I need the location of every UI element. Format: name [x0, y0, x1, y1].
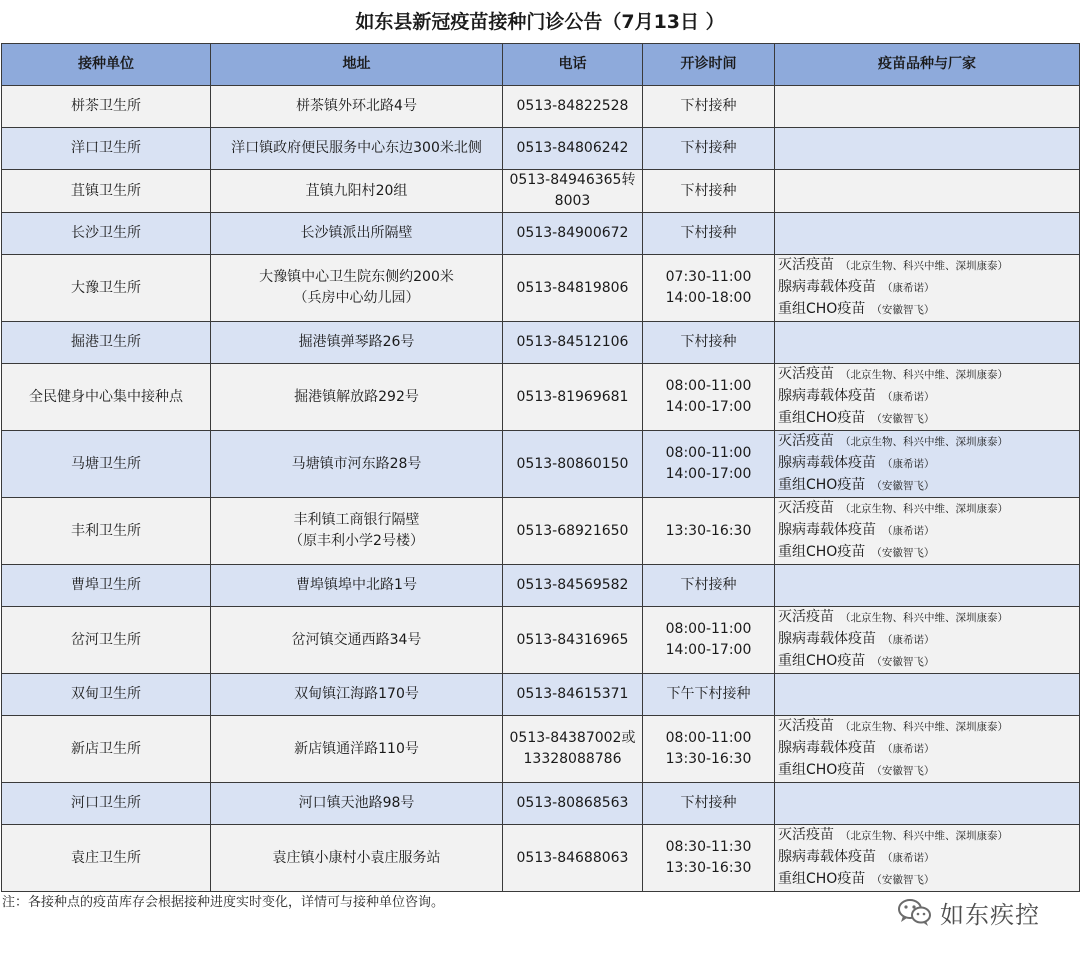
- hours-line: 下村接种: [680, 140, 737, 156]
- address-line: （原丰利小学2号楼）: [289, 533, 424, 549]
- table-row: [2, 170, 1080, 213]
- vaccine-maker: （安徽智飞）: [871, 656, 935, 668]
- vaccine-item: [778, 453, 1076, 475]
- cell-address: [211, 565, 503, 607]
- hours-line: 14:00-17:00: [665, 466, 752, 482]
- cell-unit: 马塘卫生所: [2, 431, 211, 498]
- cell-vaccines: [775, 213, 1080, 255]
- table-row: [2, 322, 1080, 364]
- vaccine-item: [778, 255, 1076, 277]
- vaccine-name: 腺病毒载体疫苗: [778, 455, 876, 471]
- cell-phone: [503, 674, 643, 716]
- cell-vaccines: [775, 431, 1080, 498]
- hours-line: 下午下村接种: [666, 686, 751, 702]
- header-phone: 电话: [503, 44, 643, 86]
- address-line: 苴镇九阳村20组: [305, 182, 408, 199]
- hours-line: 08:30-11:30: [665, 839, 752, 855]
- vaccine-maker: （安徽智飞）: [871, 874, 935, 886]
- cell-unit: 苴镇卫生所: [2, 170, 211, 213]
- hours-line: 14:00-17:00: [665, 642, 752, 658]
- vaccine-item: [778, 825, 1076, 847]
- vaccine-maker: （康希诺）: [882, 391, 935, 403]
- cell-hours: [643, 674, 775, 716]
- cell-address: [211, 86, 503, 128]
- vaccine-name: 腺病毒载体疫苗: [778, 279, 876, 295]
- cell-hours: [643, 322, 775, 364]
- vaccine-item: [778, 542, 1076, 564]
- cell-address: [211, 322, 503, 364]
- header-hours: 开诊时间: [643, 44, 775, 86]
- cell-hours: [643, 431, 775, 498]
- cell-address: [211, 213, 503, 255]
- cell-address: [211, 498, 503, 565]
- cell-address: [211, 431, 503, 498]
- vaccine-item: [778, 299, 1076, 321]
- cell-vaccines: [775, 716, 1080, 783]
- cell-address: [211, 364, 503, 431]
- vaccine-maker: （安徽智飞）: [871, 413, 935, 425]
- vaccine-maker: （康希诺）: [882, 634, 935, 646]
- address-line: 岔河镇交通西路34号: [291, 631, 422, 648]
- hours-line: 13:30-16:30: [665, 860, 752, 876]
- vaccine-item: [778, 716, 1076, 738]
- hours-line: 下村接种: [680, 577, 737, 593]
- phone-line: 0513-84900672: [516, 225, 629, 241]
- table-row: [2, 128, 1080, 170]
- cell-phone: [503, 255, 643, 322]
- hours-line: 下村接种: [680, 225, 737, 241]
- wechat-icon: [896, 897, 932, 927]
- phone-line: 0513-84819806: [516, 279, 629, 296]
- cell-address: [211, 170, 503, 213]
- phone-line: 0513-84688063: [516, 849, 629, 866]
- cell-hours: [643, 498, 775, 565]
- hours-line: 下村接种: [680, 182, 737, 199]
- cell-hours: [643, 86, 775, 128]
- phone-line: 0513-84615371: [516, 686, 629, 702]
- vaccine-item: [778, 629, 1076, 651]
- vaccine-item: [778, 760, 1076, 782]
- hours-line: 下村接种: [680, 334, 737, 350]
- cell-unit: 掘港卫生所: [2, 322, 211, 364]
- vaccine-item: [778, 498, 1076, 520]
- cell-address: [211, 128, 503, 170]
- vaccine-name: 腺病毒载体疫苗: [778, 522, 876, 538]
- brand-watermark: [896, 897, 1040, 927]
- phone-line: 0513-84569582: [516, 577, 629, 593]
- page-title: 如东县新冠疫苗接种门诊公告（7月13日 ）: [355, 11, 725, 33]
- hours-line: 08:00-11:00: [665, 621, 752, 637]
- phone-line: 0513-84512106: [516, 334, 629, 350]
- vaccine-item: [778, 520, 1076, 542]
- cell-phone: [503, 783, 643, 825]
- phone-line: 0513-84387002或: [509, 730, 636, 746]
- vaccine-name: 重组CHO疫苗: [778, 653, 866, 669]
- cell-vaccines: [775, 364, 1080, 431]
- hours-line: 13:30-16:30: [665, 751, 752, 767]
- vaccine-maker: （安徽智飞）: [871, 765, 935, 777]
- cell-hours: [643, 128, 775, 170]
- vaccine-name: 重组CHO疫苗: [778, 410, 866, 426]
- hours-line: 08:00-11:00: [665, 378, 752, 394]
- table-row: [2, 825, 1080, 892]
- cell-hours: [643, 716, 775, 783]
- cell-vaccines: [775, 674, 1080, 716]
- cell-address: [211, 825, 503, 892]
- vaccine-name: 灭活疫苗: [778, 500, 834, 516]
- phone-line: 0513-68921650: [516, 522, 629, 539]
- vaccine-name: 重组CHO疫苗: [778, 762, 866, 778]
- phone-line: 0513-81969681: [516, 388, 629, 405]
- cell-hours: [643, 255, 775, 322]
- table-row: [2, 364, 1080, 431]
- vaccine-maker: （康希诺）: [882, 525, 935, 537]
- cell-phone: [503, 86, 643, 128]
- vaccine-maker: （安徽智飞）: [871, 547, 935, 559]
- cell-hours: [643, 170, 775, 213]
- vaccine-name: 灭活疫苗: [778, 366, 834, 382]
- cell-unit: 大豫卫生所: [2, 255, 211, 322]
- vaccine-maker: （北京生物、科兴中维、深圳康泰）: [840, 721, 1008, 733]
- vaccine-maker: （康希诺）: [882, 743, 935, 755]
- vaccine-item: [778, 475, 1076, 497]
- table-row: [2, 716, 1080, 783]
- hours-line: 下村接种: [680, 795, 737, 811]
- brand-name: 如东疾控: [940, 900, 1040, 929]
- vaccine-item: [778, 847, 1076, 869]
- vaccine-name: 重组CHO疫苗: [778, 871, 866, 887]
- cell-phone: [503, 364, 643, 431]
- vaccine-maker: （北京生物、科兴中维、深圳康泰）: [840, 369, 1008, 381]
- cell-vaccines: [775, 255, 1080, 322]
- vaccine-maker: （安徽智飞）: [871, 304, 935, 316]
- address-line: 掘港镇弹琴路26号: [298, 334, 415, 350]
- cell-unit: 袁庄卫生所: [2, 825, 211, 892]
- cell-phone: [503, 825, 643, 892]
- address-line: 河口镇天池路98号: [298, 795, 415, 811]
- cell-address: [211, 716, 503, 783]
- cell-unit: 栟茶卫生所: [2, 86, 211, 128]
- address-line: 袁庄镇小康村小袁庄服务站: [272, 849, 441, 866]
- table-row: [2, 498, 1080, 565]
- cell-phone: [503, 565, 643, 607]
- vaccine-maker: （北京生物、科兴中维、深圳康泰）: [840, 436, 1008, 448]
- address-line: 曹埠镇埠中北路1号: [296, 577, 417, 593]
- cell-vaccines: [775, 565, 1080, 607]
- cell-hours: [643, 565, 775, 607]
- cell-unit: 长沙卫生所: [2, 213, 211, 255]
- vaccine-name: 重组CHO疫苗: [778, 544, 866, 560]
- cell-hours: [643, 825, 775, 892]
- hours-line: 下村接种: [680, 98, 737, 114]
- table-row: [2, 565, 1080, 607]
- cell-unit: 洋口卫生所: [2, 128, 211, 170]
- address-line: 大豫镇中心卫生院东侧约200米: [259, 269, 454, 285]
- cell-unit: 曹埠卫生所: [2, 565, 211, 607]
- cell-unit: 丰利卫生所: [2, 498, 211, 565]
- hours-line: 08:00-11:00: [665, 445, 752, 461]
- vaccine-maker: （康希诺）: [882, 852, 935, 864]
- vaccine-maker: （安徽智飞）: [871, 480, 935, 492]
- phone-line: 0513-80868563: [516, 795, 629, 811]
- cell-address: [211, 783, 503, 825]
- cell-vaccines: [775, 170, 1080, 213]
- vaccine-item: [778, 869, 1076, 891]
- hours-line: 07:30-11:00: [665, 269, 752, 285]
- vaccine-name: 重组CHO疫苗: [778, 301, 866, 317]
- vaccine-item: [778, 386, 1076, 408]
- table-row: [2, 607, 1080, 674]
- cell-vaccines: [775, 825, 1080, 892]
- phone-line: 0513-84806242: [516, 140, 629, 156]
- vaccine-maker: （北京生物、科兴中维、深圳康泰）: [840, 830, 1008, 842]
- cell-phone: [503, 498, 643, 565]
- phone-line: 0513-84316965: [516, 631, 629, 648]
- vaccine-item: [778, 277, 1076, 299]
- cell-phone: [503, 170, 643, 213]
- table-row: [2, 431, 1080, 498]
- address-line: 马塘镇市河东路28号: [291, 455, 422, 472]
- address-line: 双甸镇江海路170号: [294, 686, 419, 702]
- clinic-table: [1, 43, 1080, 892]
- vaccine-maker: （康希诺）: [882, 458, 935, 470]
- vaccine-name: 腺病毒载体疫苗: [778, 740, 876, 756]
- hours-line: 14:00-17:00: [665, 399, 752, 415]
- vaccine-maker: （北京生物、科兴中维、深圳康泰）: [840, 260, 1008, 272]
- cell-vaccines: [775, 783, 1080, 825]
- vaccine-name: 灭活疫苗: [778, 257, 834, 273]
- cell-address: [211, 607, 503, 674]
- address-line: 栟茶镇外环北路4号: [296, 98, 417, 114]
- address-line: 新店镇通洋路110号: [294, 740, 419, 757]
- cell-unit: 双甸卫生所: [2, 674, 211, 716]
- hours-line: 08:00-11:00: [665, 730, 752, 746]
- address-line: 洋口镇政府便民服务中心东边300米北侧: [231, 140, 482, 156]
- cell-phone: [503, 607, 643, 674]
- vaccine-item: [778, 607, 1076, 629]
- vaccine-maker: （北京生物、科兴中维、深圳康泰）: [840, 612, 1008, 624]
- vaccine-name: 灭活疫苗: [778, 433, 834, 449]
- vaccine-maker: （北京生物、科兴中维、深圳康泰）: [840, 503, 1008, 515]
- vaccine-item: [778, 431, 1076, 453]
- hours-line: 13:30-16:30: [665, 522, 752, 539]
- vaccine-name: 灭活疫苗: [778, 827, 834, 843]
- cell-phone: [503, 322, 643, 364]
- cell-phone: [503, 213, 643, 255]
- footnote: 注：各接种点的疫苗库存会根据接种进度实时变化，详情可与接种单位咨询。: [2, 895, 445, 910]
- vaccine-item: [778, 364, 1076, 386]
- table-body: [2, 86, 1080, 892]
- cell-phone: [503, 716, 643, 783]
- cell-vaccines: [775, 607, 1080, 674]
- cell-unit: 全民健身中心集中接种点: [2, 364, 211, 431]
- vaccine-item: [778, 651, 1076, 673]
- cell-unit: 河口卫生所: [2, 783, 211, 825]
- vaccine-maker: （康希诺）: [882, 282, 935, 294]
- cell-phone: [503, 128, 643, 170]
- cell-hours: [643, 607, 775, 674]
- header-address: 地址: [211, 44, 503, 86]
- table-row: [2, 213, 1080, 255]
- vaccine-item: [778, 408, 1076, 430]
- header-vaccines: 疫苗品种与厂家: [775, 44, 1080, 86]
- cell-hours: [643, 213, 775, 255]
- phone-line: 8003: [554, 193, 591, 209]
- cell-vaccines: [775, 498, 1080, 565]
- vaccine-item: [778, 738, 1076, 760]
- phone-line: 0513-84946365转: [509, 172, 636, 188]
- vaccine-name: 重组CHO疫苗: [778, 477, 866, 493]
- cell-unit: 岔河卫生所: [2, 607, 211, 674]
- cell-hours: [643, 783, 775, 825]
- vaccine-name: 腺病毒载体疫苗: [778, 849, 876, 865]
- phone-line: 0513-80860150: [516, 455, 629, 472]
- phone-line: 0513-84822528: [516, 98, 629, 114]
- cell-hours: [643, 364, 775, 431]
- cell-vaccines: [775, 86, 1080, 128]
- vaccine-name: 灭活疫苗: [778, 609, 834, 625]
- vaccine-name: 灭活疫苗: [778, 718, 834, 734]
- cell-address: [211, 674, 503, 716]
- cell-address: [211, 255, 503, 322]
- cell-vaccines: [775, 322, 1080, 364]
- cell-unit: 新店卫生所: [2, 716, 211, 783]
- address-line: 掘港镇解放路292号: [294, 388, 419, 405]
- table-row: [2, 255, 1080, 322]
- table-header-row: [2, 44, 1080, 86]
- vaccine-name: 腺病毒载体疫苗: [778, 388, 876, 404]
- address-line: 丰利镇工商银行隔壁: [293, 512, 420, 528]
- cell-phone: [503, 431, 643, 498]
- phone-line: 13328088786: [523, 751, 622, 767]
- vaccine-name: 腺病毒载体疫苗: [778, 631, 876, 647]
- address-line: 长沙镇派出所隔壁: [300, 225, 413, 241]
- cell-vaccines: [775, 128, 1080, 170]
- table-row: [2, 783, 1080, 825]
- header-unit: 接种单位: [2, 44, 211, 86]
- table-row: [2, 674, 1080, 716]
- hours-line: 14:00-18:00: [665, 290, 752, 306]
- table-row: [2, 86, 1080, 128]
- address-line: （兵房中心幼儿园）: [293, 290, 420, 306]
